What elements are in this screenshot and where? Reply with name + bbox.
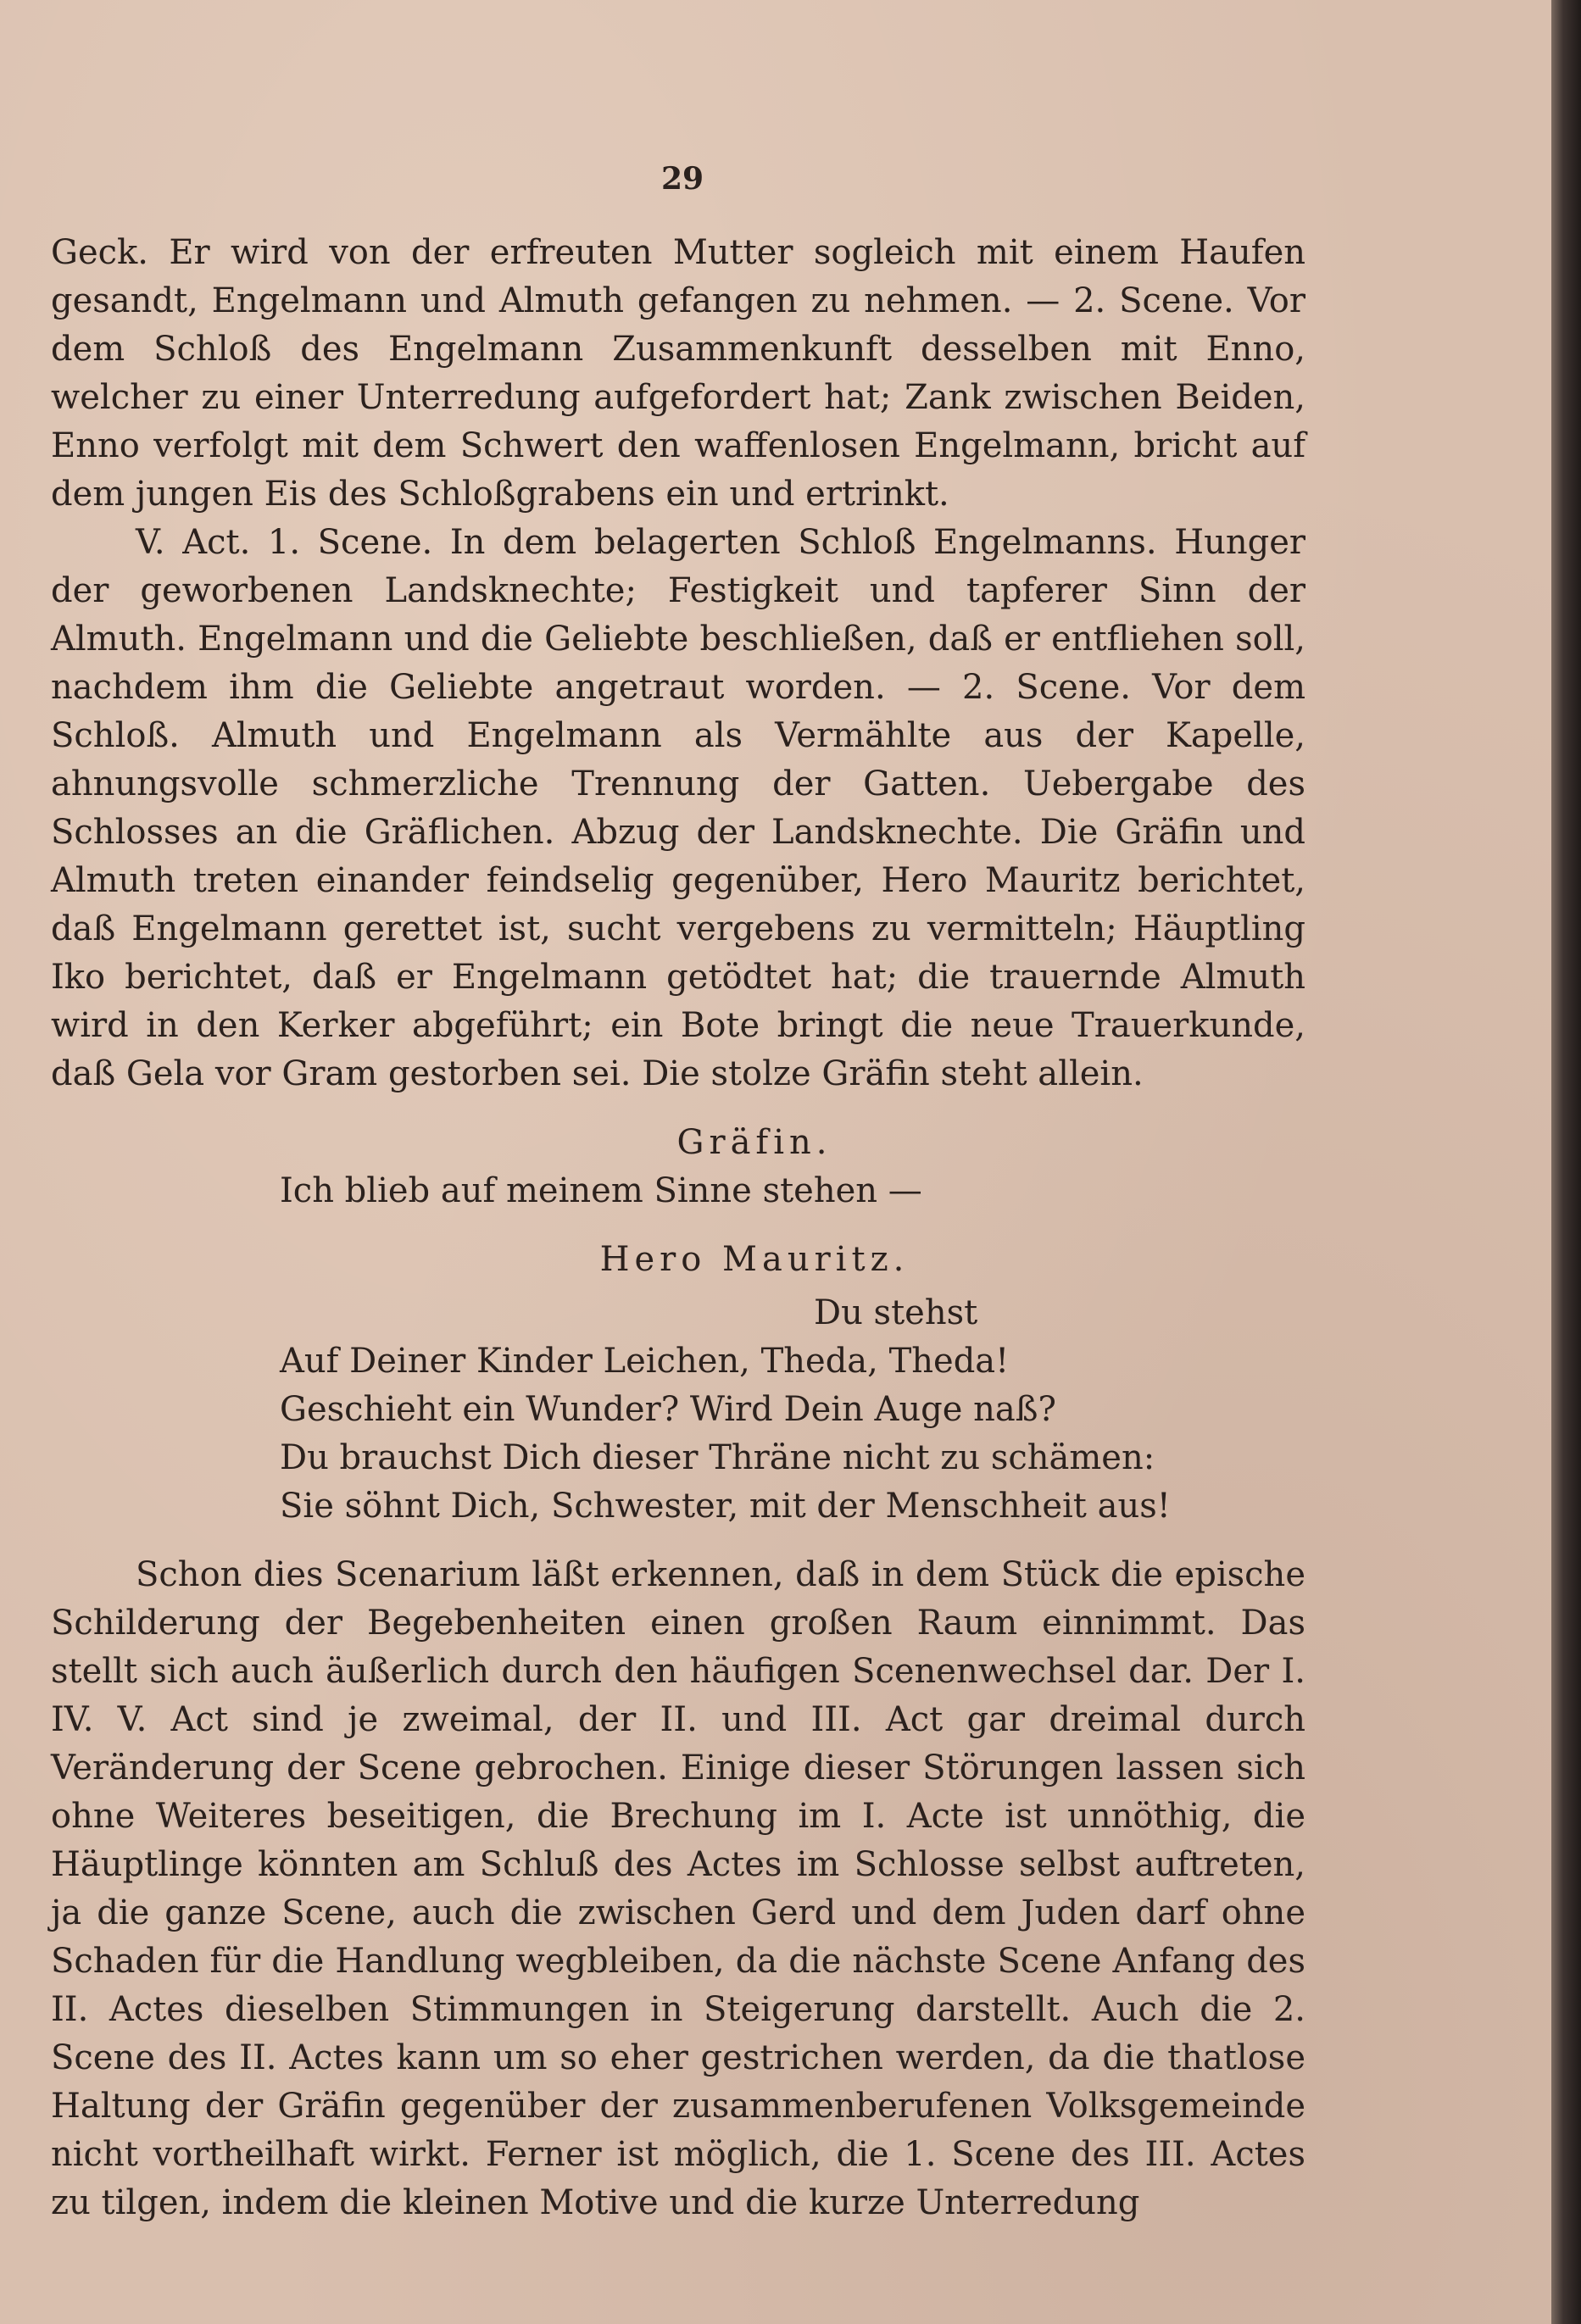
spacer — [51, 1531, 1305, 1551]
verse-hero-mauritz — [51, 1289, 1305, 1531]
verse-line: Du brauchst Dich dieser Thräne nicht zu schämen: — [280, 1438, 1155, 1477]
speaker-grafin: Gräfin. — [676, 1123, 832, 1162]
verse-line: Du stehst — [814, 1293, 978, 1332]
verse-line: Sie söhnt Dich, Schwester, mit der Menschheit aus! — [280, 1487, 1171, 1526]
verse-line: Geschieht ein Wunder? Wird Dein Auge naß? — [280, 1390, 1056, 1429]
paragraph-act5: V. Act. 1. Scene. In dem belagerten Schloß Engelmanns. Hunger der geworbenen Landsknechte; Festigkeit und tapferer Sinn der Almuth. Engelmann und die Geliebte beschließen, daß er entfliehen soll, nachdem ihm die Geliebte angetraut worden. — 2. Scene. Vor dem Schloß. Almuth und Engelmann als Vermählte aus der Kapelle, ahnungsvolle schmerzliche Trennung der Gatten. Uebergabe des Schlosses an die Gräflichen. Abzug der Landsknechte. Die Gräfin und Almuth treten einander feindselig gegenüber, Hero Mauritz berichtet, daß Engelmann gerettet ist, sucht vergebens zu vermitteln; Häuptling Iko berichtet, daß er Engelmann getödtet hat; die trauernde Almuth wird in den Kerker abgeführt; ein Bote bringt die neue Trauerkunde, daß Gela vor Gram gestorben sei. Die stolze Gräfin steht allein. — [51, 523, 1305, 1093]
page-number: 29 — [660, 161, 704, 197]
paragraph-scenarium: Schon dies Scenarium läßt erkennen, daß in dem Stück die epische Schilderung der Begebenheiten einen großen Raum einnimmt. Das stellt sich auch äußerlich durch den häufigen Scenenwechsel dar. Der I. IV. V. Act sind je zweimal, der II. und III. Act gar dreimal durch Veränderung der Scene gebrochen. Einige dieser Störungen lassen sich ohne Weiteres beseitigen, die Brechung im I. Acte ist unnöthig, die Häuptlinge könnten am Schluß des Actes im Schlosse selbst auftreten, ja die ganze Scene, auch die zwischen Gerd und dem Juden darf ohne Schaden für die Handlung wegbleiben, da die nächste Scene Anfang des II. Actes dieselben Stimmungen in Steigerung darstellt. Auch die 2. Scene des II. Actes kann um so eher gestrichen werden, da die thatlose Haltung der Gräfin gegenüber der zusammenberufenen Volksgemeinde nicht vortheilhaft wirkt. Ferner ist möglich, die 1. Scene des III. Actes zu tilgen, indem die kleinen Motive und die kurze Unterredung — [51, 1555, 1305, 2222]
verse-grafin: Ich blieb auf meinem Sinne stehen — — [280, 1171, 922, 1210]
speaker-hero-mauritz: Hero Mauritz. — [599, 1240, 910, 1279]
paragraph-act4-scene2: Geck. Er wird von der erfreuten Mutter sogleich mit einem Haufen gesandt, Engelmann und Almuth gefangen zu nehmen. — 2. Scene. Vor dem Schloß des Engelmann Zusammenkunft desselben mit Enno, welcher zu einer Unterredung aufgefordert hat; Zank zwischen Beiden, Enno verfolgt mit dem Schwert den waffenlosen Engelmann, bricht auf dem jungen Eis des Schloßgrabens ein und ertrinkt. — [51, 233, 1305, 514]
book-page-edge — [1551, 0, 1581, 2324]
verse-line: Auf Deiner Kinder Leichen, Theda, Theda! — [280, 1342, 1010, 1381]
page-body — [51, 229, 1305, 2227]
